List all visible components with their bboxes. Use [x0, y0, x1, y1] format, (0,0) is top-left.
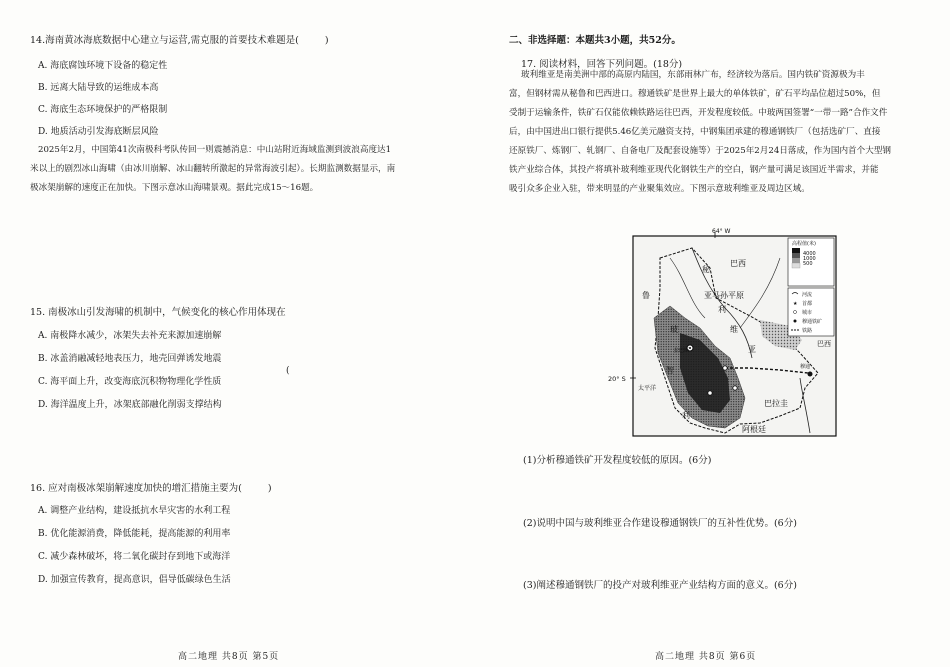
legend-capital: 首都 [802, 301, 813, 307]
material17-line-5: 还原铁厂、炼钢厂、轧钢厂、自备电厂及配套设施等）于2025年2月24日落成，作为国内首个大型钢 [509, 146, 892, 156]
q15-option-c[interactable]: C. 海平面上升，改变海底沉积物物理化学性质 [38, 377, 222, 387]
legend-elev-1000: 1000 [803, 256, 816, 262]
legend-railway: 铁路 [802, 328, 813, 334]
label-chile-1: 智 [666, 366, 674, 375]
q17-title: 17. 阅读材料，回答下列问题。(18分) [521, 59, 683, 70]
material17-line-2: 富，但钢材需从秘鲁和巴西进口。穆通铁矿是世界上最大的单体铁矿，矿石平均品位超过50%，但 [509, 89, 881, 99]
label-pacific: 太平洋 [638, 385, 657, 392]
label-lapaz: 拉巴斯 [674, 348, 690, 354]
q16-option-d[interactable]: D. 加强宣传教育，提高意识，倡导低碳绿色生活 [38, 575, 231, 585]
material-15-16 [30, 141, 458, 198]
q14-paren: ) [324, 35, 329, 46]
label-bolivia-ya: 亚 [748, 345, 756, 354]
label-bolivia-wei: 维 [730, 325, 738, 334]
city-marker [723, 366, 727, 370]
right-page-footer: 高二地理 共8页 第6页 [655, 652, 757, 662]
label-amazon: 亚马孙平原 [704, 291, 744, 300]
label-bolivia-bo: 玻 [670, 325, 678, 334]
q14-stem-text: 14.海南黄冰海底数据中心建立与运营,需克服的首要技术难题是( [30, 35, 299, 46]
section-heading: 二、非选择题：本题共3小题，共52分。 [509, 35, 681, 46]
material-17 [509, 66, 941, 199]
q17-sub-1: (1)分析穆通铁矿开发程度较低的原因。(6分) [523, 455, 712, 466]
legend-title: 高程值(米) [792, 241, 816, 247]
stray-paren: ( [286, 366, 290, 376]
legend-capital-icon: ★ [793, 301, 798, 307]
material17-line-6: 铁产业综合体，其投产将填补玻利维亚现代化钢铁生产的空白，钢产量可满足该国近半需求，并能 [509, 165, 879, 175]
legend-river: 河流 [802, 292, 813, 298]
q17-sub-3: (3)阐述穆通钢铁厂的投产对玻利维亚产业结构方面的意义。(6分) [523, 580, 797, 591]
latitude-label: 20° S [608, 375, 626, 383]
q15-option-a[interactable]: A. 南极降水减少，冰架失去补充来源加速崩解 [38, 331, 222, 341]
q14-stem [30, 32, 329, 46]
label-peru-2: 鲁 [642, 291, 650, 300]
q15-option-b[interactable]: B. 冰盖消融减轻地表压力，地壳回弹诱发地震 [38, 354, 222, 364]
label-bolivia-li: 利 [718, 305, 726, 314]
bolivia-map-svg [608, 228, 839, 441]
label-brazil: 巴西 [730, 259, 746, 268]
q16-option-b[interactable]: B. 优化能源消费，降低能耗，提高能源的利用率 [38, 529, 231, 539]
legend-mine: 穆通铁矿 [802, 319, 823, 325]
q16-stem-text: 16. 应对南极冰架崩解速度加快的增汇措施主要为( [30, 483, 242, 494]
q16-option-c[interactable]: C. 减少森林破坏，将二氧化碳封存到地下或海洋 [38, 552, 231, 562]
material17-line-7: 吸引众多企业入驻，带来明显的产业聚集效应。下图示意玻利维亚及周边区域。 [509, 184, 810, 194]
material17-line-3: 受制于运输条件，铁矿石仅能依赖铁路运往巴西，开发程度较低。中玻两国签署“一带一路”合作文件 [509, 108, 888, 118]
material17-line-1: 玻利维亚是南美洲中部的高原内陆国，东部雨林广布，经济较为落后。国内铁矿资源极为丰 [521, 70, 865, 80]
q14-option-a[interactable]: A. 海底腐蚀环境下设备的稳定性 [38, 61, 168, 71]
label-argentina: 阿根廷 [742, 425, 766, 434]
left-page-footer: 高二地理 共8页 第5页 [178, 652, 280, 662]
legend-elev-4000: 4000 [803, 251, 816, 257]
q14-option-d[interactable]: D. 地质活动引发海底断层风险 [38, 127, 159, 137]
material17-line-4: 后，由中国进出口银行提供5.46亿美元融资支持，中钢集团承建的穆通钢铁厂（包括选矿厂、直接 [509, 127, 881, 137]
material-line-2: 米以上的剧烈冰山海啸（由冰川崩解、冰山翻转所激起的异常海波引起）。长期监测数据显示，南 [30, 164, 396, 174]
city-marker [733, 386, 737, 390]
legend-city: 城市 [802, 310, 813, 316]
material-line-1: 2025年2月，中国第41次南极科考队传回一则震撼消息：中山站附近海域监测到波浪高度达1 [38, 145, 392, 155]
longitude-label: 64° W [712, 228, 731, 235]
label-mutun: 穆通 [800, 364, 811, 370]
q15-option-d[interactable]: D. 海洋温度上升，冰架底部融化削弱支撑结构 [38, 400, 222, 410]
label-peru-1: 秘 [702, 265, 710, 274]
q16-stem [30, 480, 272, 494]
q14-option-c[interactable]: C. 海底生态环境保护的严格限制 [38, 105, 168, 115]
material-line-3: 极冰架崩解的速度正在加快。下图示意冰山海啸景观。据此完成15～16题。 [30, 183, 319, 193]
q17-sub-2: (2)说明中国与玻利维亚合作建设穆通钢铁厂的互补性优势。(6分) [523, 518, 797, 529]
q15-stem: 15. 南极冰山引发海啸的机制中，气候变化的核心作用体现在 [30, 307, 286, 318]
q16-option-a[interactable]: A. 调整产业结构，建设抵抗水旱灾害的水利工程 [38, 506, 231, 516]
label-chile-2: 利 [682, 411, 690, 420]
bolivia-map [608, 228, 839, 441]
legend-elev-500: 500 [803, 261, 813, 267]
q16-paren: ) [267, 483, 272, 494]
city-marker [708, 391, 712, 395]
q14-option-b[interactable]: B. 远离大陆导致的运维成本高 [38, 83, 159, 93]
label-paraguay: 巴拉圭 [764, 399, 788, 408]
right-page [475, 0, 950, 667]
mine-marker [808, 372, 813, 377]
label-brazil-2: 巴西 [817, 340, 831, 348]
